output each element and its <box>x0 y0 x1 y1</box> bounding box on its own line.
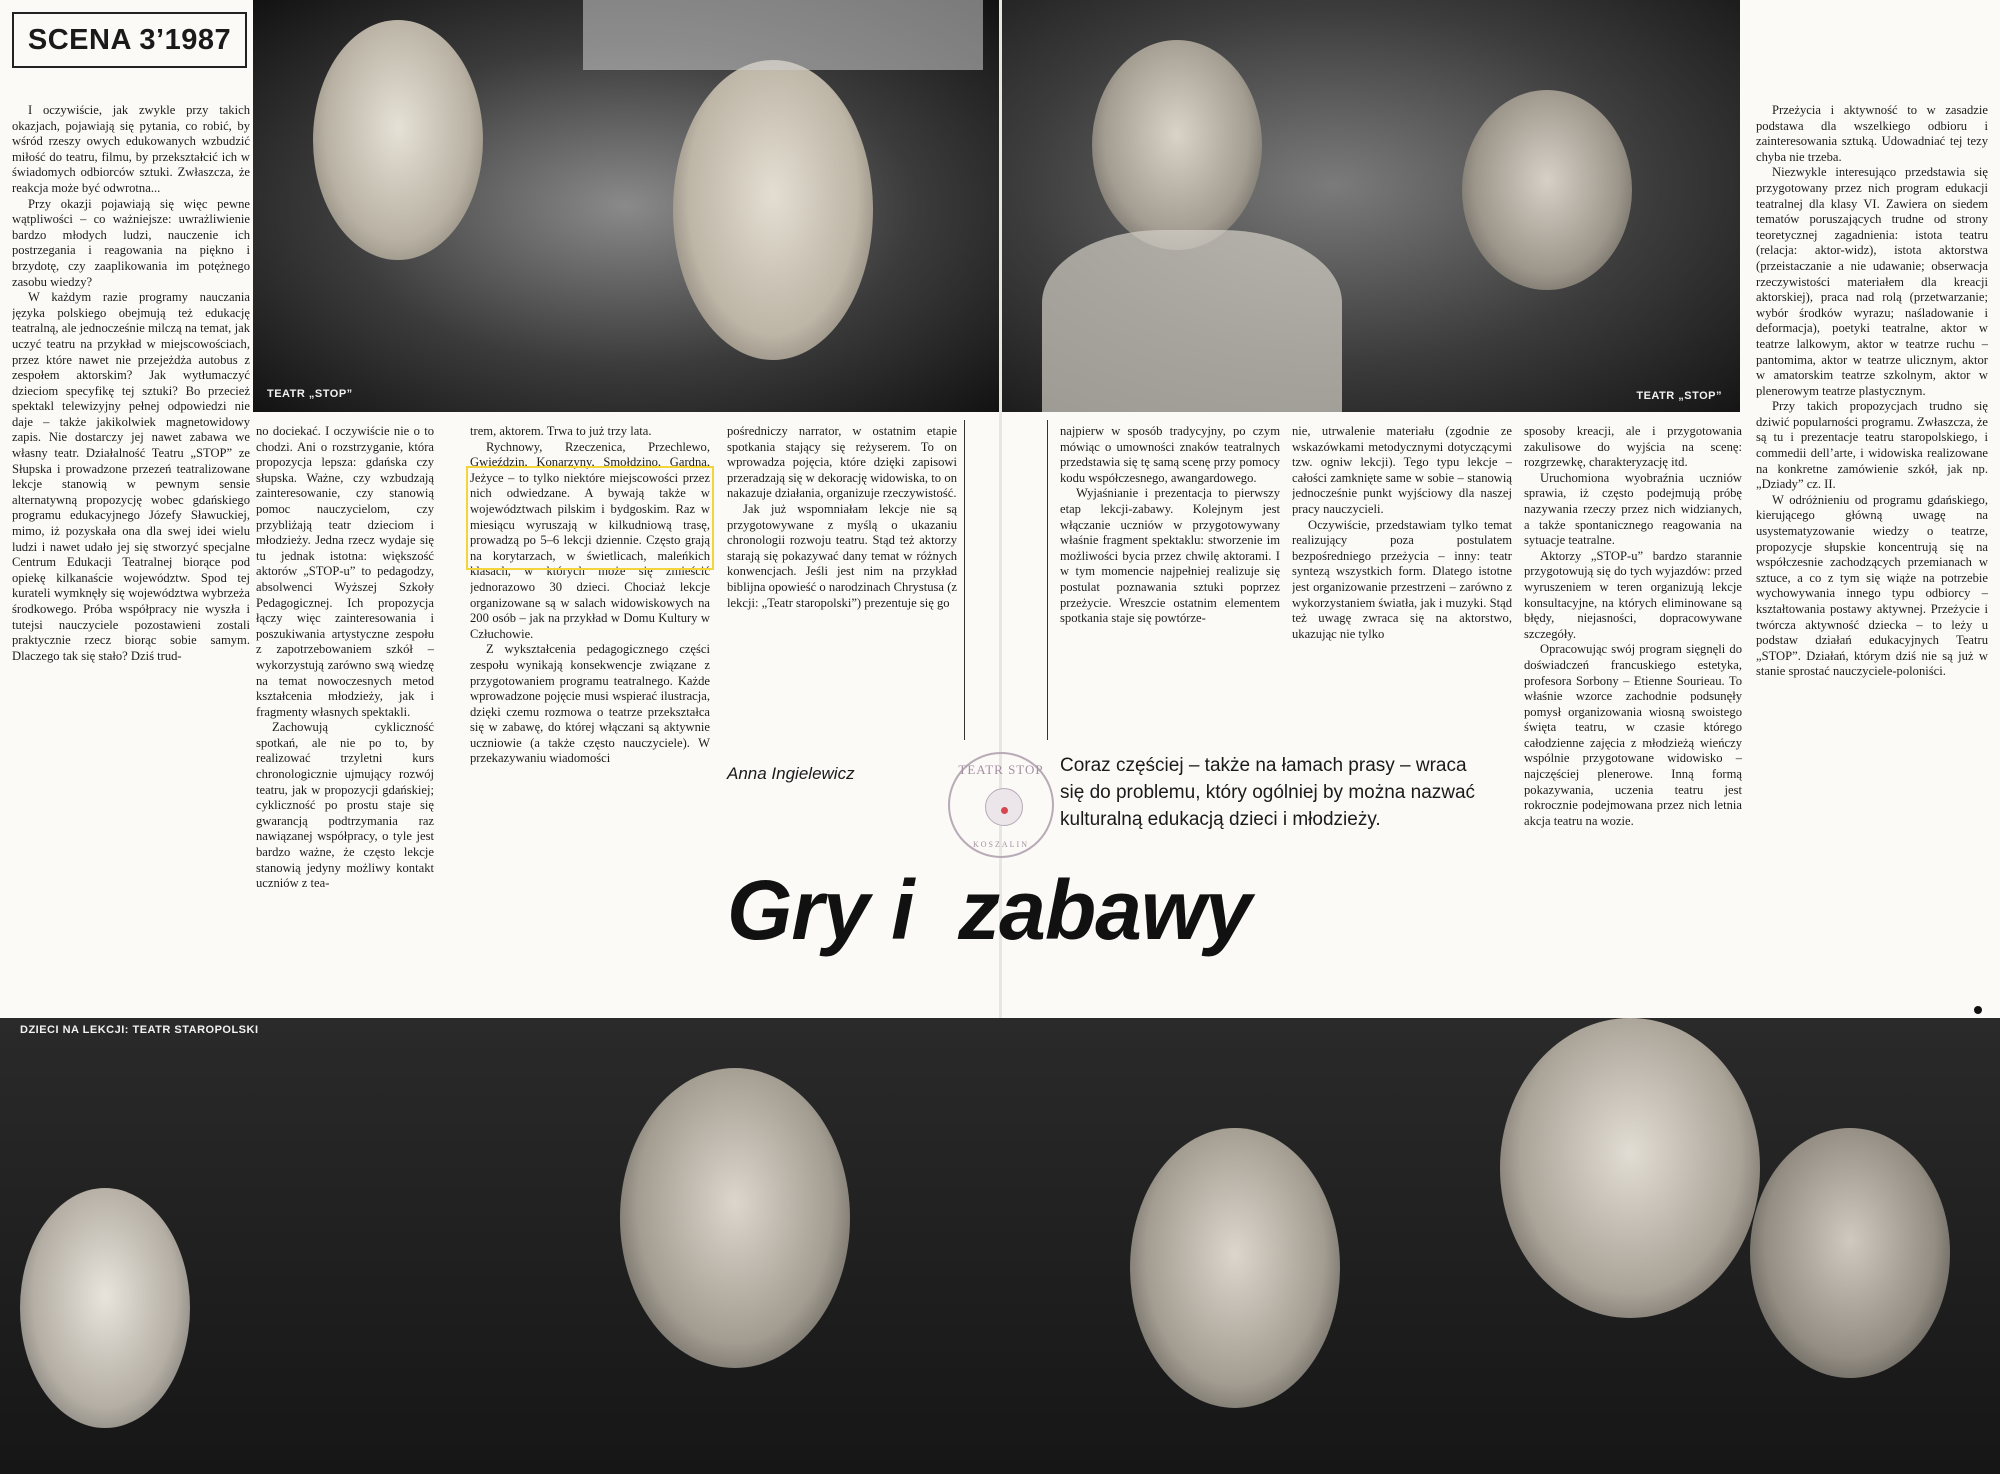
backdrop-text <box>583 0 983 70</box>
clown-nose-icon <box>1001 807 1008 814</box>
paragraph: Zachowują cykliczność spotkań, ale nie po to, by realizować trzyletni kurs chronologicznie ujmujący rozwój teatru, jak w propozycji gdańskiej; cykliczność po prostu staje się gwarancją podtrzymania raz nawiązanej współpracy, o tyle jest bardzo ważne, że często lekcje stanowią jedyny możliwy kontakt uczniów z tea- <box>256 720 434 891</box>
paragraph: trem, aktorem. Trwa to już trzy lata. <box>470 424 652 438</box>
magazine-header: SCENA 3’1987 <box>12 12 247 68</box>
child-face <box>1750 1128 1950 1378</box>
paragraph: Aktorzy „STOP-u” bardzo starannie przygotowują się do tych wyjazdów: przed wyruszeniem w teren organizują lekcje konsultacyjne, na których eliminowane są błędy, niejasności, dopracowywane szczegóły. <box>1524 548 1742 641</box>
column-rule <box>1047 420 1048 740</box>
paragraph: pośredniczy narrator, w ostatnim etapie spotkania stający się reżyserem. To on wprowadza pojęcia, które dzięki zapisowi przeradzają się w dekorację widowiska, to on nakazuje działania, organizuje rzeczywistość. <box>727 424 957 501</box>
article-headline: Gry i zabawy <box>727 863 1251 957</box>
child-face <box>1500 1018 1760 1318</box>
mask-left <box>313 20 483 260</box>
paragraph: Uruchomiona wyobraźnia uczniów sprawia, iż często podejmują próbę nazywania rzeczy przez nich widzianych, a także spontanicznego reagowania na sytuacje teatralne. <box>1524 470 1742 548</box>
child-face <box>20 1188 190 1428</box>
actor-right-face <box>1462 90 1632 290</box>
article-column-5 <box>1060 424 1280 742</box>
photo-caption-children: DZIECI NA LEKCJI: TEATR STAROPOLSKI <box>20 1024 259 1036</box>
photo-caption-actors: TEATR „STOP” <box>1636 390 1722 402</box>
mask-right <box>673 60 873 360</box>
paragraph: W odróżnieniu od programu gdańskiego, kierującego główną uwagę na usystematyzowanie wiedzy o teatrze, propozycje słupskie koncentrują się na współczesnie zachodzących przemianach w sztuce, a co z tym się wiąże na potrzebie wychowywania innego typu odbiorcy – kształtowania postawy aktywnej. Przeżycie i twórcza aktywność dziecka – to leży u podstaw działań edukacyjnych Teatru „STOP”. Działań, którym dziś nie są już w stanie sprostać nauczyciele-poloniści. <box>1756 492 1988 679</box>
photo-masks <box>253 0 999 412</box>
author-signature: Anna Ingielewicz <box>727 764 855 783</box>
paragraph: Przy okazji pojawiają się więc pewne wątpliwości – co ważniejsze: uwrażliwienie bardzo młodych ludzi, nauczenie ich postrzegania i reagowania na piękno i brzydotę, czy zaaplikowania im potężnego zasobu wiedzy? <box>12 196 250 289</box>
article-column-1 <box>12 103 250 1003</box>
article-column-8 <box>1756 103 1988 1003</box>
paragraph: Niezwykle interesująco przedstawia się przygotowany przez nich program edukacji teatralnej dla klasy VI. Zawiera on siedem tematów poruszających trudne od strony teoretycznej zagadnienia: istota teatru (relacja: aktor-widz), istota aktorstwa (przeistaczanie a nie udawanie; obserwacja rzeczywistości materiałem dla kreacji aktorskiej), praca nad rolą (przetwarzanie; wybór środków wyrazu; naśladowanie i deformacja), poetyki teatralne, aktor w teatrze lalkowym, aktor w teatrze ruchu – pantomima, aktor w teatrze ulicznym, aktor w amatorskim teatrze szkolnym, aktor w plenerowym teatrze plastycznym. <box>1756 165 1988 398</box>
paragraph: Opracowując swój program sięgnęli do doświadczeń francuskiego estetyka, profesora Sorbony – Etienne Sourieau. To właśnie wzorce zachodnie podsunęły pomysł organizowania wiosną swoistego święta teatru, w czasie którego całodzienne zajęcia z młodzieżą wieńczy wspólnie przygotowane widowisko – najczęściej plenerowe. Inną formą pokazywania, uczenia teatru jest rokrocznie podejmowana przez nich letnia akcja teatru na wozie. <box>1524 642 1742 828</box>
article-column-7 <box>1524 424 1742 1004</box>
actor-left-costume <box>1042 230 1342 412</box>
paragraph: Rychnowy, Rzeczenica, Przechlewo, Gwieździn, Konarzyny, Smołdzino, Gardna, Jeżyce – to tylko niektóre miejscowości przez nich odwiedzane. A bywają także w województwach pilskim i bydgoskim. Raz w miesiącu wyruszają w kilkudniową trasę, prowadzą po 5–6 lekcji dziennie. Często grają na korytarzach, w świetlicach, maleńkich klasach, w których może się zmieścić jednorazowo 30 dzieci. Chociaż lekcje organizowane są w salach widowiskowych na 200 osób – jak na przykład w Domu Kultury w Człuchowie. <box>470 439 710 641</box>
stamp-bottom-text: KOSZALIN <box>973 840 1029 849</box>
end-mark <box>1974 1006 1982 1014</box>
article-column-4 <box>727 424 957 742</box>
stamp-top-text: TEATR STOP <box>958 762 1044 777</box>
paragraph: no dociekać. I oczywiście nie o to chodzi. Ani o rozstrzyganie, która propozycja lepsza: gdańska czy słupska. Ważne, czy wzbudzają zainteresowanie, czy stanowią pomoc nauczycielom, czy przybliżają teatr dzieciom i młodzieży. Jedna rzecz wydaje się tu jednak istotna: większość aktorów „STOP-u” to pedagodzy, absolwenci Wyższej Szkoły Pedagogicznej. Ich propozycja łączy więc zainteresowania i poszukiwania artystyczne zespołu z zapotrzebowaniem szkół – wykorzystują zarówno swą wiedzę na temat nowoczesnych metod kształcenia młodzieży, jak i fragmenty własnych spektakli. <box>256 424 434 719</box>
photo-caption-masks: TEATR „STOP” <box>267 388 353 400</box>
photo-children <box>0 1018 2000 1474</box>
teatr-stop-stamp <box>948 752 1054 858</box>
paragraph: Z wykształcenia pedagogicznego części zespołu wynikają konsekwencje związane z przygotowaniem programu teatralnego. Każde wprowadzone pojęcie musi wspierać ilustracja, dzięki czemu rozmowa o teatrze przekształca się w zabawę, do której włączani są aktywnie uczniowie (a także często nauczyciele). W przekazywaniu wiadomości <box>470 642 710 766</box>
highlighted-towns-box <box>466 466 714 570</box>
photo-actors <box>1002 0 1740 412</box>
child-face <box>1130 1128 1340 1408</box>
child-face <box>620 1068 850 1368</box>
clown-face-icon <box>985 788 1023 826</box>
paragraph: najpierw w sposób tradycyjny, po czym mówiąc o umowności znaków teatralnych przedstawia się tę samą scenę przy pomocy kodu współczesnego, awangardowego. <box>1060 424 1280 485</box>
paragraph: Przy takich propozycjach trudno się dziwić popularności programu. Zwłaszcza, że są tu i prezentacje teatru staropolskiego, i commedii dell’arte, i widowiska realizowane na konkretne zamówienie szkół, jak np. „Dziady” cz. II. <box>1756 399 1988 492</box>
article-column-2 <box>256 424 434 999</box>
paragraph: Wyjaśnianie i prezentacja to pierwszy etap lekcji-zabawy. Kolejnym jest włączanie uczniów w przygotowywany właśnie fragment spektaklu: stworzenie im możliwości bycia przez chwilę aktorami. I w tym momencie najpełniej realizuje się postulat poznawania sztuki poprzez przeżycie. Wreszcie ostatnim elementem spotkania staje się powtórze- <box>1060 486 1280 626</box>
paragraph: I oczywiście, jak zwykle przy takich okazjach, pojawiają się pytania, co robić, by wśród rzeszy owych edukowanych wzbudzić miłość do teatru, filmu, by przekształcić ich w świadomych odbiorców sztuki. Zwłaszcza, że reakcja może być odwrotna... <box>12 103 250 195</box>
column-rule <box>964 420 965 740</box>
article-lead: Coraz częściej – także na łamach prasy – wraca się do problemu, który ogólniej by można nazwać kulturalną edukacją dzieci i młodzieży. <box>1060 755 1476 830</box>
paragraph: Oczywiście, przedstawiam tylko temat realizujący poza postulatem bezpośredniego przeżycia – inny: teatr syntezą wszystkich form. Dlatego istotne jest organizowanie przestrzeni – zarówno z wykorzystaniem światła, jak i muzyki. Stąd też uwagę zwraca się na aktorstwo, ukazując nie tylko <box>1292 517 1512 641</box>
actor-left-face <box>1092 40 1262 250</box>
paragraph: Przeżycia i aktywność to w zasadzie podstawa dla wszelkiego odbioru i zainteresowania sztuką. Udowadniać tej tezy chyba nie trzeba. <box>1756 103 1988 164</box>
article-column-6 <box>1292 424 1512 742</box>
paragraph: W każdym razie programy nauczania języka polskiego obejmują też edukację teatralną, ale jednocześnie milczą na temat, jak uczyć teatru na przykład w miejscowościach, przez które nawet nie przejeżdża autobus z zespołem aktorskim? Jak wytłumaczyć dzieciom specyfikę tej sztuki? Bo przecież spektakl telewizyjny pełnej odpowiedzi nie daje – także jakikolwiek magnetowidowy zapis. Nie dostarczy jej nawet zabawa we własny teatr. Działalność Teatru „STOP” ze Słupska i prowadzone przezeń teatralizowane lekcje stanowią w pewnym sensie alternatywną propozycję wobec gdańskiego programu edukacyjnego Józefy Sławuckiej, mimo, iż pozyskała ona dla swej idei wielu ludzi i nawet udało jej się stworzyć specjalne Centrum Edukacji Teatralnej biorące pod opiekę kilkanaście województw. Spod tej kurateli wymknęły się województwa wybrzeża środkowego. Próba współpracy nie wyszła i tutejsi nauczyciele pozostawieni zostali praktycznie rzecz biorąc sobie samym. Dlaczego tak się stało? Dziś trud- <box>12 290 250 663</box>
paragraph: Jak już wspomniałam lekcje nie są przygotowywane z myślą o ukazaniu chronologii rozwoju teatru. Stąd też aktorzy starają się pokazywać dany temat w różnych konwencjach. Jeśli jest nim na przykład biblijna opowieść o narodzinach Chrystusa (z lekcji: „Teatr staropolski”) prezentuje się go <box>727 501 957 610</box>
paragraph: nie, utrwalenie materiału (zgodnie ze wskazówkami metodycznymi dotyczącymi tzw. ogniw lekcji). Tego typu lekcje – całości zamknięte same w sobie – stanowią jednocześnie punkt wyjściowy dla naszej pracy nauczycieli. <box>1292 424 1512 516</box>
paragraph: sposoby kreacji, ale i przygotowania zakulisowe do wyjścia na scenę: rozgrzewkę, charakteryzację itd. <box>1524 424 1742 470</box>
